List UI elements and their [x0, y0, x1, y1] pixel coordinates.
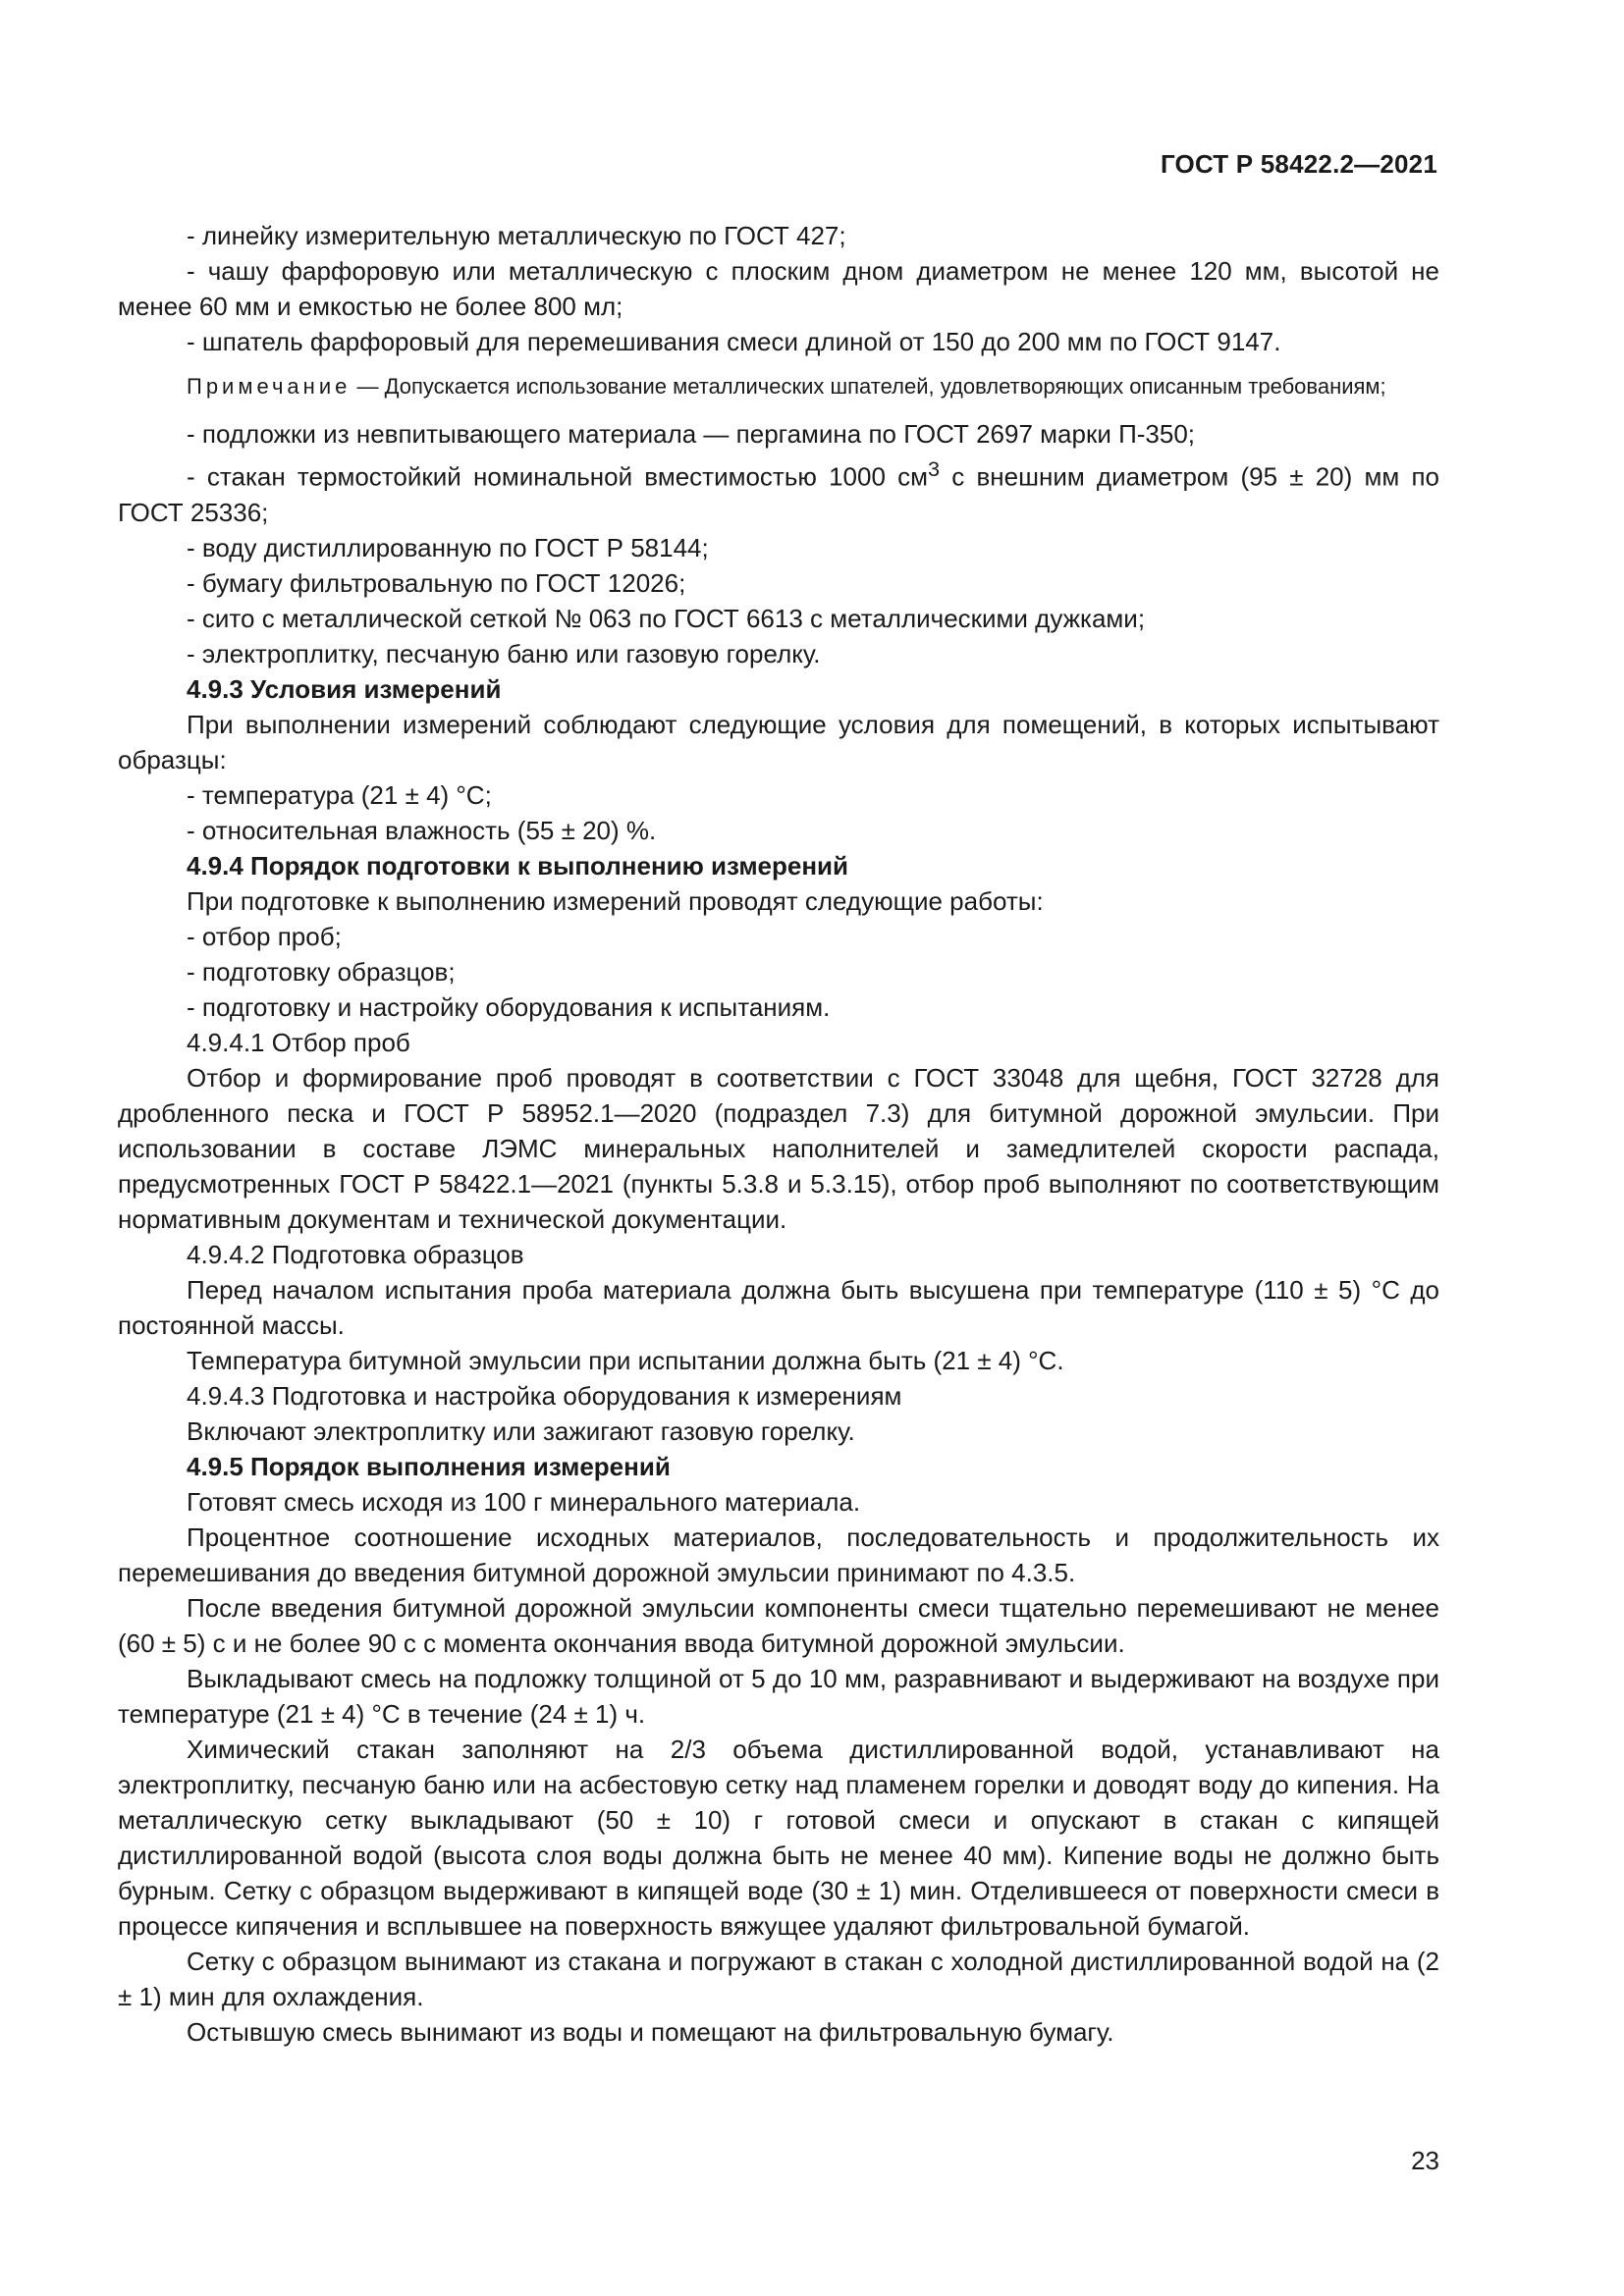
paragraph: Остывшую смесь вынимают из воды и помещают на фильтровальную бумагу. [187, 2016, 1114, 2047]
paragraph: Процентное соотношение исходных материалов, последовательность и продолжительность их перемешивания до введения битумной дорожной эмульсии принимают по 4.3.5. [118, 1522, 1439, 1587]
section-heading: 4.9.5 Порядок выполнения измерений [187, 1451, 671, 1481]
list-item-text: с внешним диаметром (95 ± 20) мм по ГОСТ 25336; [118, 461, 1439, 527]
list-item: - бумагу фильтровальную по ГОСТ 12026; [187, 567, 686, 598]
paragraph: Сетку с образцом вынимают из стакана и погружают в стакан с холодной дистиллированной водой на (2 ± 1) мин для охлаждения. [118, 1946, 1439, 2011]
paragraph: После введения битумной дорожной эмульсии компоненты смеси тщательно перемешивают не менее (60 ± 5) с и не более 90 с с момента окончания ввода битумной дорожной эмульсии. [118, 1592, 1439, 1658]
paragraph: Включают электроплитку или зажигают газовую горелку. [187, 1415, 855, 1446]
paragraph: Выкладывают смесь на подложку толщиной от 5 до 10 мм, разравнивают и выдерживают на воздухе при температуре (21 ± 4) °С в течение (24 ± 1) ч. [118, 1663, 1439, 1729]
list-item: - чашу фарфоровую или металлическую с плоским дном диаметром не менее 120 мм, высотой не менее 60 мм и емкостью не более 800 мл; [118, 256, 1439, 321]
list-item: - сито с металлической сеткой № 063 по ГОСТ 6613 с металлическими дужками; [187, 603, 1146, 633]
note-paragraph [118, 371, 1439, 402]
superscript: 3 [928, 456, 941, 481]
paragraph: Температура битумной эмульсии при испытании должна быть (21 ± 4) °С. [187, 1345, 1064, 1375]
paragraph: Готовят смесь исходя из 100 г минерального материала. [187, 1486, 861, 1517]
note-text: — Допускается использование металлических шпателей, удовлетворяющих описанным требованиям; [351, 374, 1386, 399]
section-heading: 4.9.3 Условия измерений [187, 673, 502, 704]
list-item: - температура (21 ± 4) °С; [187, 779, 492, 810]
list-item: - относительная влажность (55 ± 20) %. [187, 815, 657, 845]
subsection-title: 4.9.4.3 Подготовка и настройка оборудования к измерениям [187, 1380, 902, 1411]
document-body [118, 218, 1439, 2050]
list-item: - отбор проб; [187, 921, 342, 951]
document-header: ГОСТ Р 58422.2—2021 [1160, 149, 1437, 179]
section-heading: 4.9.4 Порядок подготовки к выполнению измерений [187, 850, 849, 881]
list-item: - подготовку и настройку оборудования к испытаниям. [187, 991, 831, 1022]
list-item: - воду дистиллированную по ГОСТ Р 58144; [187, 532, 709, 562]
subsection-title: 4.9.4.2 Подготовка образцов [187, 1239, 524, 1269]
page-number: 23 [1411, 2146, 1439, 2175]
paragraph: Перед началом испытания проба материала должна быть высушена при температуре (110 ± 5) °С до постоянной массы. [118, 1274, 1439, 1340]
list-item: - подготовку образцов; [187, 956, 456, 987]
subsection-title: 4.9.4.1 Отбор проб [187, 1027, 410, 1057]
paragraph: При подготовке к выполнению измерений проводят следующие работы: [187, 885, 1044, 916]
paragraph: Химический стакан заполняют на 2/3 объема дистиллированной водой, устанавливают на электроплитку, песчаную баню или на асбестовую сетку над пламенем горелки и доводят воду до кипения. На металлическую сетку выкладывают (50 ± 10) г готовой смеси и опускают в стакан с кипящей дистиллированной водой (высота слоя воды должна быть не менее 40 мм). Кипение воды не должно быть бурным. Сетку с образцом выдерживают в кипящей воде (30 ± 1) мин. Отделившееся от поверхности смеси в процессе кипячения и всплывшее на поверхность вяжущее удаляют фильтровальной бумагой. [118, 1734, 1439, 1941]
list-item: - электроплитку, песчаную баню или газовую горелку. [187, 638, 821, 668]
note-label: Примечание [187, 374, 352, 399]
list-item: - подложки из невпитывающего материала — пергамина по ГОСТ 2697 марки П-350; [187, 419, 1196, 449]
paragraph: При выполнении измерений соблюдают следующие условия для помещений, в которых испытывают образцы: [118, 709, 1439, 774]
list-item-text: - стакан термостойкий номинальной вместимостью 1000 см [187, 461, 929, 492]
list-item: - линейку измерительную металлическую по ГОСТ 427; [187, 221, 846, 250]
list-item [118, 452, 1439, 530]
paragraph: Отбор и формирование проб проводят в соответствии с ГОСТ 33048 для щебня, ГОСТ 32728 для дробленного песка и ГОСТ Р 58952.1—2020 (подраздел 7.3) для битумной дорожной эмульсии. При использовании в составе ЛЭМС минеральных наполнителей и замедлителей скорости распада, предусмотренных ГОСТ Р 58422.1—2021 (пункты 5.3.8 и 5.3.15), отбор проб выполняют по соответствующим нормативным документам и технической документации. [118, 1062, 1439, 1234]
list-item: - шпатель фарфоровый для перемешивания смеси длиной от 150 до 200 мм по ГОСТ 9147. [187, 327, 1281, 356]
